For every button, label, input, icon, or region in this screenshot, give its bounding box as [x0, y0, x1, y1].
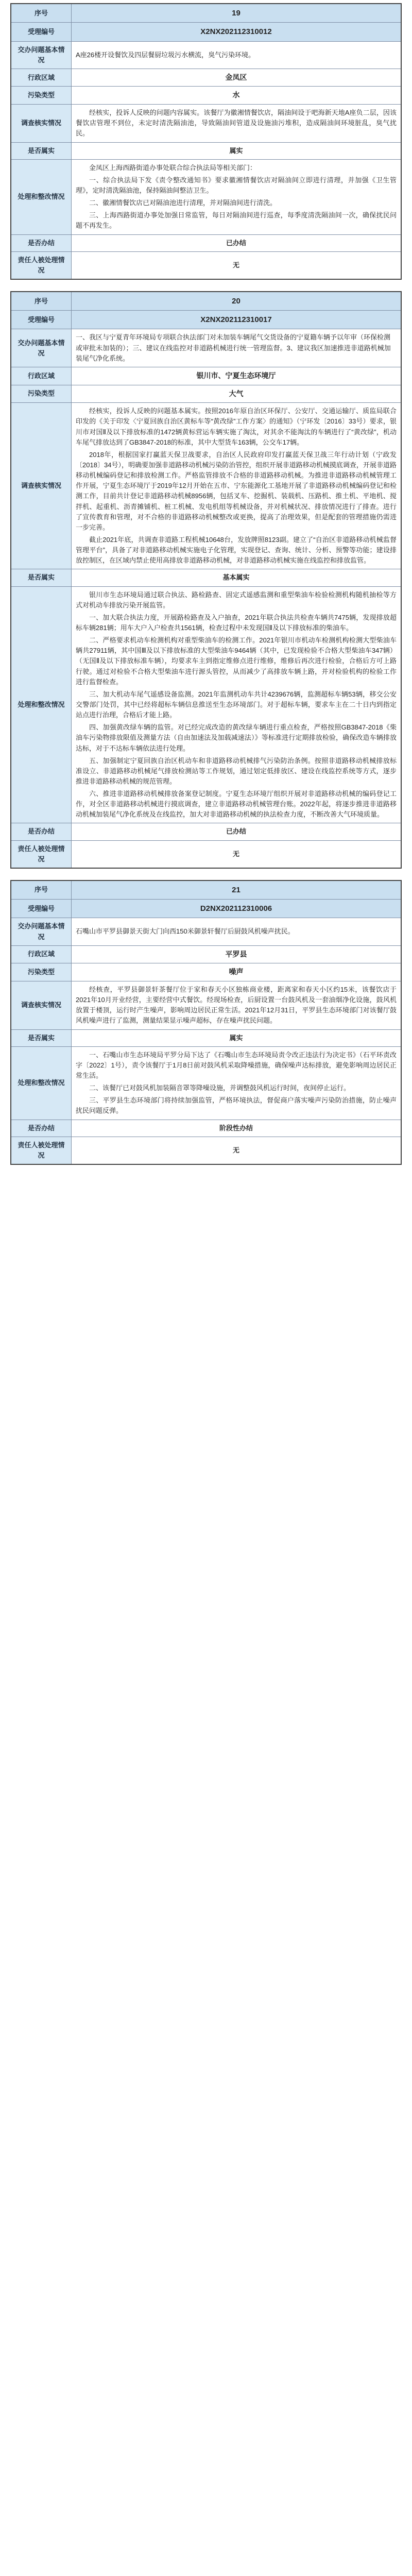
handling-paragraph: 一、加大联合执法力度，开展路检路查及入户抽查，2021年联合执法共检查车辆共7475辆，发现排放超标车辆281辆；用车大户入户检查共1561辆，检查过程中未发现国Ⅱ及以下排放标准的柴油车。	[76, 613, 397, 632]
handling-paragraph: 三、加大机动车尾气遥感设备监测。2021年监测机动车共计4239676辆，监测超标车辆53辆，移交公安交警部门处罚，其中已经将超标车辆信息推送至生态环境部门。对于超标车辆，要求车主在二十日内到指定站点进行治理，合格后才能上路。	[76, 690, 397, 719]
row-label-is_true: 是否属实	[11, 142, 72, 159]
row-label-region: 行政区域	[11, 367, 72, 385]
seq-value: 19	[72, 4, 402, 23]
handling-paragraph: 六、推进非道路移动机械排放备案登记制度。宁夏生态环境厅组织开展对非道路移动机械的编码登记工作，对全区非道路移动机械进行摸底调查，建立非道路移动机械管理台账。2022年起，将逐步推进非道路移动机械加装尾气净化系统及在线监控，加大对非道路移动机械的执法检查力度，不断改善大气环境质量。	[76, 790, 397, 819]
row-label-pollution: 污染类型	[11, 963, 72, 981]
row-investigation	[11, 981, 401, 1030]
row-label-completed: 是否办结	[11, 234, 72, 251]
investigation-paragraph: 2018年，根据国家打赢蓝天保卫战要求，自治区人民政府印发打赢蓝天保卫战三年行动计划（宁政发〔2018〕34号），明确要加强非道路移动机械污染防治管控，组织开展非道路移动机械摸底调查，开展非道路移动机械编码登记和排放检测工作。严格监管排放不合格的非道路移动机械。为推进非道路移动机械管理工作开展，宁夏生态环境厅于2019年12月开始在五市、宁东能源化工基地开展了非道路移动机械编码登记和检测工作，目前共计登记非道路移动机械8956辆，包括叉车、挖掘机、装载机、压路机、推土机、平地机、搅拌机、起重机、沥青摊铺机、桩工机械、发电机组等机械设备，并对机械状况、排放情况进行了排查。进行了宣传教育和管理，对不合格的非道路移动机械整改或更换，提高了治理效果，但是配套的管理措施仍需进一步完善。	[76, 450, 397, 531]
completed-value: 阶段性办结	[72, 1120, 402, 1137]
row-label-completed: 是否办结	[11, 1120, 72, 1137]
handling-paragraph: 三、平罗县生态环境部门将持续加强监管，严格环境执法，督促商户落实噪声污染防治措施，防止噪声扰民问题反弹。	[76, 1096, 397, 1115]
row-label-seq: 序号	[11, 880, 72, 900]
row-code	[11, 23, 401, 41]
handling-value	[72, 1046, 402, 1120]
row-is_true	[11, 1029, 401, 1046]
row-region	[11, 69, 401, 87]
row-label-pollution: 污染类型	[11, 87, 72, 105]
row-accountability	[11, 251, 401, 279]
pollution-value: 大气	[72, 385, 402, 403]
row-accountability	[11, 1137, 401, 1164]
row-label-completed: 是否办结	[11, 823, 72, 840]
investigation-value	[72, 403, 402, 569]
investigation-paragraph: 经核查，平罗县御景轩茶餐厅位于家和春天小区独栋商业楼，距离家和春天小区约15米，该餐饮店于2021年10月开业经营，主要经营中式餐饮。经现场检查，后厨设置一台鼓风机及一套油烟净化设施，鼓风机放置于楼顶，运行时产生噪声，影响周边居民正常生活。2021年12月31日，平罗县生态环境部门对该餐厅鼓风机噪声进行了监测，测量结果显示噪声超标，存在噪声扰民问题。	[76, 986, 397, 1025]
pollution-value: 噪声	[72, 963, 402, 981]
handling-value	[72, 159, 402, 234]
row-label-region: 行政区域	[11, 69, 72, 87]
handling-paragraph: 二、徽湘情餐饮店已对隔油池进行清理，并对隔油间进行清洗。	[89, 199, 277, 207]
row-label-handling: 处理和整改情况	[11, 1046, 72, 1120]
row-label-code: 受理编号	[11, 900, 72, 918]
row-label-investigation: 调查核实情况	[11, 105, 72, 142]
row-accountability	[11, 840, 401, 868]
completed-value: 已办结	[72, 234, 402, 251]
complaint-report-page	[10, 0, 402, 1187]
handling-paragraph: 一、石嘴山市生态环境局平罗分局下达了《石嘴山市生态环境局责令改正违法行为决定书》（石平环责改字〔2022〕1号），责令该餐厅于1月8日前对鼓风机采取降噪措施，确保噪声达标排放，避免影响周边居民正常生活。	[76, 1050, 397, 1080]
pollution-value: 水	[72, 87, 402, 105]
handling-paragraph: 二、该餐厅已对鼓风机加装隔音罩等降噪设施，并调整鼓风机运行时间，夜间停止运行。	[89, 1084, 351, 1092]
accountability-value: 无	[72, 1137, 402, 1164]
row-seq	[11, 292, 401, 311]
investigation-paragraph: 经核实，投诉人反映的问题内容属实。该餐厅为徽湘情餐饮店，隔油间设于吧海新天地A座负二层，因该餐饮店管理不到位，未定时清洗隔油池，导致隔油间管道及设施油污堆积，造成隔油间环境脏乱，臭气扰民。	[76, 109, 397, 138]
handling-paragraph: 一、综合执法局下发《责令整改通知书》要求徽湘情餐饮店对隔油间立即进行清理，并加强《卫生管理》，定时清洗隔油池，保持隔油间整洁卫生。	[76, 176, 397, 194]
row-issue	[11, 329, 401, 367]
case-table	[10, 3, 402, 280]
row-label-investigation: 调查核实情况	[11, 981, 72, 1030]
completed-value: 已办结	[72, 823, 402, 840]
row-pollution	[11, 87, 401, 105]
code-value: X2NX202112310017	[72, 311, 402, 329]
row-seq	[11, 880, 401, 900]
case-table	[10, 880, 402, 1165]
row-label-seq: 序号	[11, 4, 72, 23]
is_true-value: 基本属实	[72, 569, 402, 586]
row-is_true	[11, 142, 401, 159]
row-pollution	[11, 385, 401, 403]
row-pollution	[11, 963, 401, 981]
handling-paragraph: 金凤区上海西路街道办事处联合综合执法局等相关部门：	[89, 163, 257, 172]
handling-paragraph: 二、严格要求机动车检测机构对重型柴油车的检测工作。2021年银川市机动车检测机构检测大型柴油车辆共27911辆，其中国Ⅲ及以下排放标准的大型柴油车9464辆（其中，已发现检验不合格大型柴油车347辆）（无国Ⅱ及以下排放标准车辆），均要求车主到指定维修点进行维修，维修后再次进行检验，合格后方可上路行驶。通过对检验不合格大型柴油车进行源头管控，从而减少了高排放车辆上路，并对检验机构的检验工作进行监督检查。	[76, 636, 397, 686]
row-label-is_true: 是否属实	[11, 569, 72, 586]
row-is_true	[11, 569, 401, 586]
code-value: D2NX202112310006	[72, 900, 402, 918]
row-label-issue: 交办问题基本情况	[11, 329, 72, 367]
is_true-value: 属实	[72, 1029, 402, 1046]
row-label-code: 受理编号	[11, 23, 72, 41]
seq-value: 20	[72, 292, 402, 311]
investigation-value	[72, 105, 402, 142]
seq-value: 21	[72, 880, 402, 900]
row-label-region: 行政区域	[11, 945, 72, 963]
row-label-handling: 处理和整改情况	[11, 159, 72, 234]
handling-paragraph: 三、上海西路街道办事处加强日常监管，每日对隔油间进行巡查，每季度清洗隔油间一次，确保扰民问题不再发生。	[76, 211, 397, 230]
row-label-is_true: 是否属实	[11, 1029, 72, 1046]
row-label-accountability: 责任人被处理情况	[11, 840, 72, 868]
row-label-accountability: 责任人被处理情况	[11, 1137, 72, 1164]
row-label-handling: 处理和整改情况	[11, 586, 72, 823]
investigation-paragraph: 经核实，投诉人反映的问题基本属实。按照2016年原自治区环保厅、公安厅、交通运输厅、质监局联合印发的《关于印发〈宁夏回族自治区黄标车等“黄改绿”工作方案〉的通知》（宁环发〔2016〕33号）要求，银川市对国Ⅱ及以下排放标准的1472辆黄标营运车辆实施了淘汰，对其余不能淘汰的车辆进行了“黄改绿”，机动车尾气排放达到了GB3847-2018的标准，其中大型货车163辆，公交车17辆。	[76, 407, 397, 446]
region-value: 平罗县	[72, 945, 402, 963]
accountability-value: 无	[72, 840, 402, 868]
handling-paragraph: 五、加强制定宁夏回族自治区机动车和非道路移动机械排气污染防治条例。按照非道路移动机械排放标准设立、非道路移动机械尾气排放检测站等工作规划，通过划定低排放区、建设在线监控系统等方式，逐步推进非道路移动机械的规范管理。	[76, 756, 397, 785]
issue-value: 石嘴山市平罗县御景天街大门向西150米御景轩餐厅后厨鼓风机噪声扰民。	[72, 918, 402, 945]
row-label-investigation: 调查核实情况	[11, 403, 72, 569]
issue-value: A座26楼开设餐饮及四层餐厨垃圾污水横流，臭气污染环境。	[72, 41, 402, 69]
row-code	[11, 311, 401, 329]
row-code	[11, 900, 401, 918]
row-issue	[11, 41, 401, 69]
region-value: 银川市、宁夏生态环境厅	[72, 367, 402, 385]
issue-value: 一、我区与宁夏青年环境局专项联合执法部门对未加装车辆尾气交货设备的宁夏籍车辆予以年审（环保检测或审批未加装的）；三、建议在线监控对非道路机械进行统一管理监督。3、建议我区加速推进非道路机械加装尾气净化系统。	[72, 329, 402, 367]
row-handling	[11, 586, 401, 823]
row-label-issue: 交办问题基本情况	[11, 41, 72, 69]
case-table	[10, 291, 402, 869]
accountability-value: 无	[72, 251, 402, 279]
code-value: X2NX202112310012	[72, 23, 402, 41]
row-label-accountability: 责任人被处理情况	[11, 251, 72, 279]
investigation-paragraph: 截止2021年底，共调查非道路工程机械10648台，发放牌照8123副。建立了“自治区非道路移动机械监督管理平台”，具备了对非道路移动机械实施电子化管理，实现登记、查询、统计、分析、预警等功能；建设排放控制区，在区域内禁止使用高排放非道路移动机械，对非道路移动机械实施在线监控和排放监管。	[76, 535, 397, 565]
row-investigation	[11, 105, 401, 142]
handling-paragraph: 四、加强黄改绿车辆的监管。对已经完成改造的黄改绿车辆进行重点检查，严格按照GB3847-2018《柴油车污染物排放限值及测量方法（自由加速法及加载减速法）》等标准进行定期排放检验，确保改造车辆排放达标，对于不达标车辆依法进行处理。	[76, 723, 397, 752]
is_true-value: 属实	[72, 142, 402, 159]
row-seq	[11, 4, 401, 23]
row-handling	[11, 159, 401, 234]
row-completed	[11, 823, 401, 840]
handling-value	[72, 586, 402, 823]
row-region	[11, 367, 401, 385]
row-region	[11, 945, 401, 963]
row-completed	[11, 1120, 401, 1137]
region-value: 金凤区	[72, 69, 402, 87]
handling-paragraph: 银川市生态环境局通过联合执法、路检路查、固定式遥感监测和重型柴油车检验检测机构随机抽检等方式对机动车排放污染开展监管。	[76, 590, 397, 609]
row-label-issue: 交办问题基本情况	[11, 918, 72, 945]
row-label-pollution: 污染类型	[11, 385, 72, 403]
row-completed	[11, 234, 401, 251]
row-investigation	[11, 403, 401, 569]
row-handling	[11, 1046, 401, 1120]
row-issue	[11, 918, 401, 945]
row-label-code: 受理编号	[11, 311, 72, 329]
investigation-value	[72, 981, 402, 1030]
row-label-seq: 序号	[11, 292, 72, 311]
